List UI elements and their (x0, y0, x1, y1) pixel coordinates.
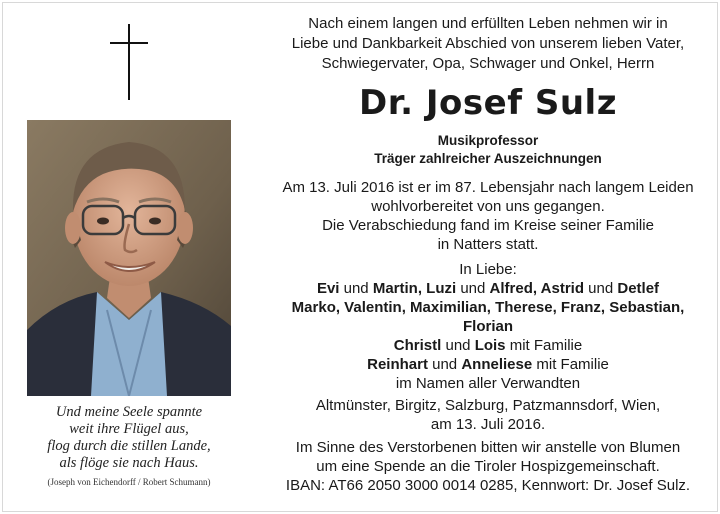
mourners-line: im Namen aller Verwandten (395, 375, 581, 392)
title-line: Träger zahlreicher Auszeichnungen (374, 151, 602, 166)
date-line: am 13. Juli 2016. (430, 416, 546, 433)
mourners-line: Reinhart und Anneliese mit Familie (367, 356, 609, 373)
places-date (272, 396, 704, 434)
poem-line: Und meine Seele spannte (55, 404, 203, 420)
mourners-heading: In Liebe: (459, 261, 517, 278)
iban-line: IBAN: AT66 2050 3000 0014 0285, Kennwort: Dr. Josef Sulz. (285, 477, 691, 494)
poem-credit: (Joseph von Eichendorff / Robert Schumann) (47, 477, 211, 487)
title-line: Musikprofessor (437, 133, 539, 148)
death-notice (272, 178, 704, 254)
portrait-photo (27, 120, 231, 396)
poem (14, 404, 244, 472)
intro-line: Nach einem langen und erfüllten Leben nehmen wir in (308, 15, 668, 32)
intro-line: Schwiegervater, Opa, Schwager und Onkel, Herrn (321, 55, 655, 72)
mourners-line: Christl und Lois mit Familie (393, 337, 583, 354)
intro-text (272, 14, 704, 74)
donation-line: um eine Spende an die Tiroler Hospizgemeinschaft. (316, 458, 660, 475)
death-line: Am 13. Juli 2016 ist er im 87. Lebensjahr nach langem Leiden (282, 179, 694, 196)
death-line: Die Verabschiedung fand im Kreise seiner Familie (322, 217, 654, 234)
mourners-line: Florian (462, 318, 513, 335)
cross-icon (110, 24, 148, 100)
mourners-list (272, 260, 704, 393)
intro-line: Liebe und Dankbarkeit Abschied von unserem lieben Vater, (291, 35, 685, 52)
death-line: in Natters statt. (437, 236, 539, 253)
mourners-line: Marko, Valentin, Maximilian, Therese, Franz, Sebastian, (291, 299, 685, 316)
donation-request (272, 438, 704, 495)
poem-line: weit ihre Flügel aus, (69, 421, 189, 437)
deceased-name: Dr. Josef Sulz (359, 83, 617, 123)
mourners-line: Evi und Martin, Luzi und Alfred, Astrid und Detlef (316, 280, 660, 297)
death-line: wohlvorbereitet von uns gegangen. (371, 198, 605, 215)
places-line: Altmünster, Birgitz, Salzburg, Patzmannsdorf, Wien, (315, 397, 661, 414)
donation-line: Im Sinne des Verstorbenen bitten wir anstelle von Blumen (295, 439, 681, 456)
titles (272, 132, 704, 168)
poem-line: als flöge sie nach Haus. (59, 455, 199, 471)
poem-line: flog durch die stillen Lande, (47, 438, 211, 454)
